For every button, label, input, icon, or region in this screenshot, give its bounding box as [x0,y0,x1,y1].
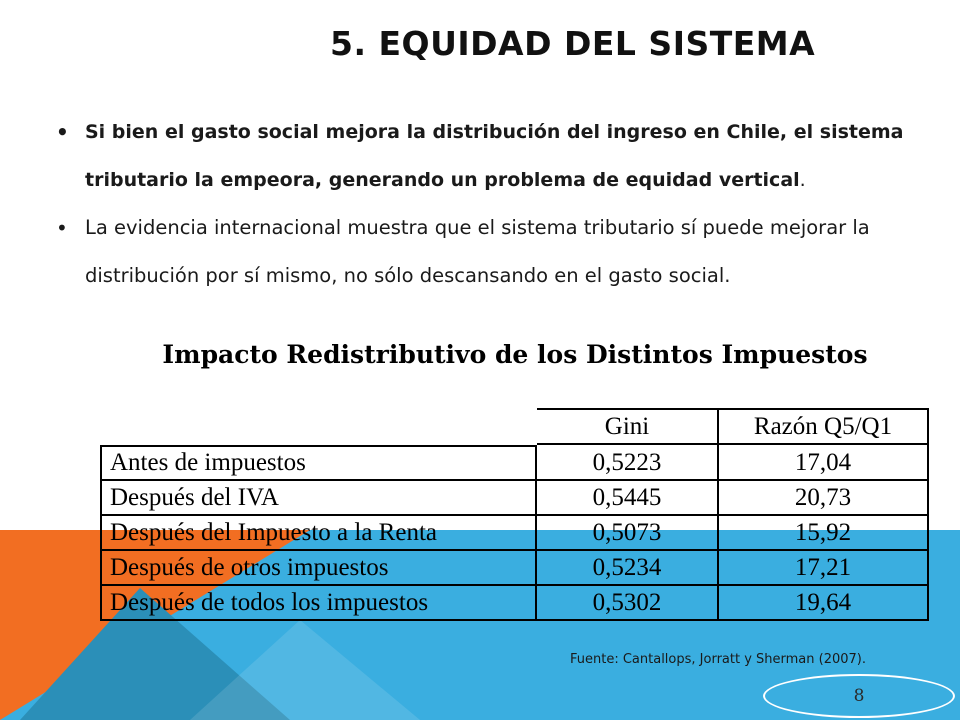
row-label: Antes de impuestos [100,445,537,481]
table-row [100,551,929,586]
bullet-list [52,108,932,300]
row-label: Después de otros impuestos [100,551,537,586]
gini-value: 0,5302 [537,586,719,621]
header-ratio: Razón Q5/Q1 [719,408,929,445]
row-label: Después de todos los impuestos [100,586,537,621]
gini-value: 0,5073 [537,516,719,551]
ratio-value: 19,64 [719,586,929,621]
gini-value: 0,5445 [537,481,719,516]
ratio-value: 17,21 [719,551,929,586]
gini-value: 0,5234 [537,551,719,586]
ratio-value: 15,92 [719,516,929,551]
bullet-text: La evidencia internacional muestra que el sistema tributario sí puede mejorar la distribución por sí mismo, no sólo descansando en el gasto social. [85,216,870,287]
ratio-value: 20,73 [719,481,929,516]
source-citation: Fuente: Cantallops, Jorratt y Sherman (2007). [570,652,866,667]
slide-title: 5. EQUIDAD DEL SISTEMA [330,24,816,63]
table-header-row [100,408,929,445]
table-row [100,445,929,481]
table-row [100,516,929,551]
table-title: Impacto Redistributivo de los Distintos Impuestos [162,340,868,369]
row-label: Después del Impuesto a la Renta [100,516,537,551]
row-label: Después del IVA [100,481,537,516]
bullet-tail: . [799,169,806,191]
redistribution-table [100,408,929,621]
header-gini: Gini [537,408,719,445]
bullet-item [52,108,932,204]
table-row [100,481,929,516]
bullet-text: Si bien el gasto social mejora la distribución del ingreso en Chile, el sistema tributario la empeora, generando un problema de equidad vertical [85,121,904,191]
bullet-item [52,204,932,300]
header-blank-cell [100,408,537,445]
gini-value: 0,5223 [537,445,719,481]
page-number: 8 [763,674,955,718]
ratio-value: 17,04 [719,445,929,481]
table-row [100,586,929,621]
